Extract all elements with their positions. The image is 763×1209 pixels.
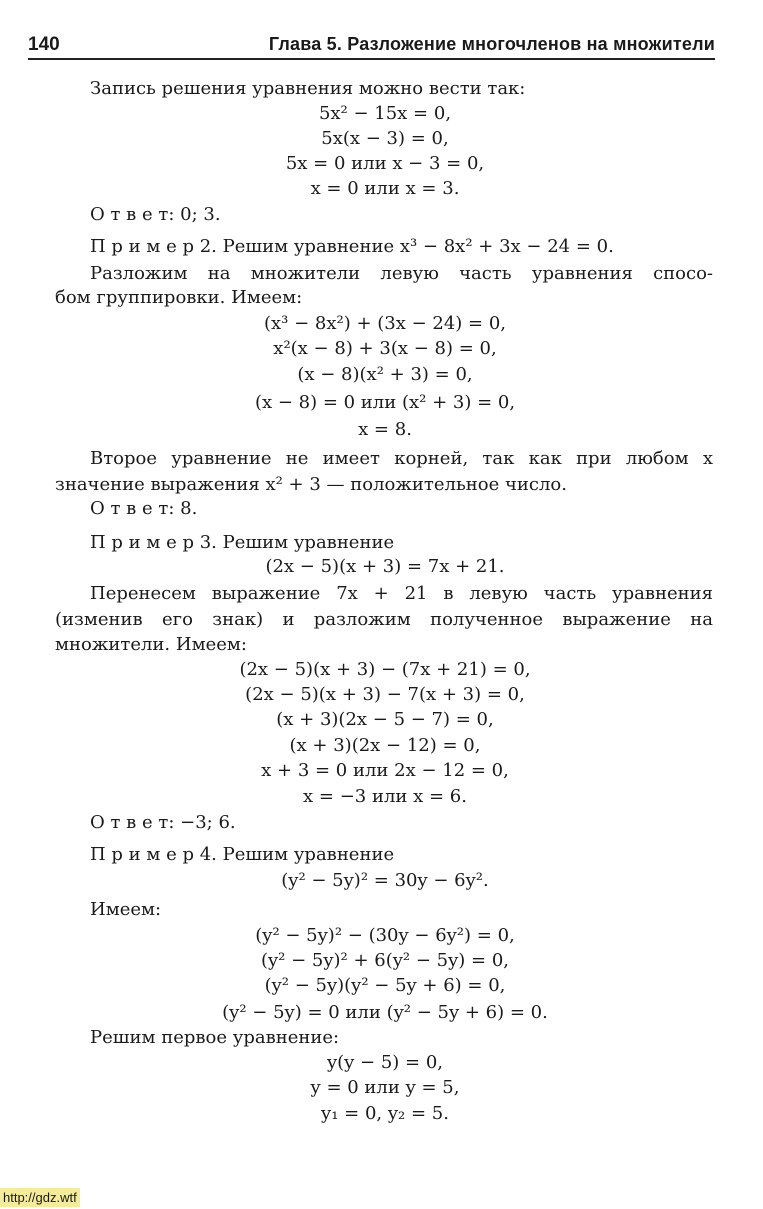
formula-line: x + 3 = 0 или 2x − 12 = 0, [261,760,509,781]
text-line: О т в е т: −3; 6. [90,812,236,833]
text-line: Решим первое уравнение: [90,1027,340,1048]
text-line: (изменив его знак) и разложим полученное выражение на [55,609,713,630]
formula-line: (y² − 5y) = 0 или (y² − 5y + 6) = 0. [222,1002,548,1023]
text-line: Разложим на множители левую часть уравнения спосо- [90,263,713,284]
text-line: Второе уравнение не имеет корней, так как при любом x [90,448,713,469]
formula-line: y(y − 5) = 0, [326,1052,444,1073]
text-line: П р и м е р 2. Решим уравнение x³ − 8x² + 3x − 24 = 0. [90,236,614,257]
text-line: Имеем: [90,899,162,920]
text-line: множители. Имеем: [55,634,247,655]
text-line: О т в е т: 0; 3. [90,204,221,225]
formula-line: (y² − 5y)² − (30y − 6y²) = 0, [255,925,515,946]
formula-line: (x + 3)(2x − 12) = 0, [289,735,481,756]
text-line: П р и м е р 3. Решим уравнение [90,532,395,553]
formula-line: (2x − 5)(x + 3) − 7(x + 3) = 0, [245,684,525,705]
formula-line: y₁ = 0, y₂ = 5. [321,1103,449,1124]
formula-line: (2x − 5)(x + 3) − (7x + 21) = 0, [239,659,531,680]
text-line: П р и м е р 4. Решим уравнение [90,844,395,865]
formula-line: (x + 3)(2x − 5 − 7) = 0, [276,709,494,730]
formula-line: x = −3 или x = 6. [303,786,467,807]
formula-line: (y² − 5y)² = 30y − 6y². [281,870,489,891]
watermark-link[interactable]: http://gdz.wtf [0,1188,80,1207]
header-rule [28,58,715,60]
formula-line: x = 0 или x = 3. [310,178,460,199]
text-line: Перенесем выражение 7x + 21 в левую часть уравнения [90,583,713,604]
formula-line: x²(x − 8) + 3(x − 8) = 0, [273,338,497,359]
page-number: 140 [28,34,60,55]
formula-line: 5x² − 15x = 0, [318,103,452,124]
formula-line: (2x − 5)(x + 3) = 7x + 21. [265,556,505,577]
formula-line: (y² − 5y)² + 6(y² − 5y) = 0, [260,950,510,971]
chapter-title: Глава 5. Разложение многочленов на множители [268,34,715,54]
formula-line: 5x(x − 3) = 0, [321,128,449,149]
formula-line: (x³ − 8x²) + (3x − 24) = 0, [263,313,507,334]
formula-line: x = 8. [358,419,412,440]
formula-line: (x − 8) = 0 или (x² + 3) = 0, [254,392,516,413]
text-line: бом группировки. Имеем: [55,287,303,308]
text-line: О т в е т: 8. [90,498,198,519]
formula-line: y = 0 или y = 5, [310,1077,460,1098]
text-line: Запись решения уравнения можно вести так: [90,78,526,99]
formula-line: (y² − 5y)(y² − 5y + 6) = 0, [264,975,506,996]
formula-line: (x − 8)(x² + 3) = 0, [297,364,473,385]
formula-line: 5x = 0 или x − 3 = 0, [285,153,485,174]
text-line: значение выражения x² + 3 — положительное число. [55,474,567,495]
